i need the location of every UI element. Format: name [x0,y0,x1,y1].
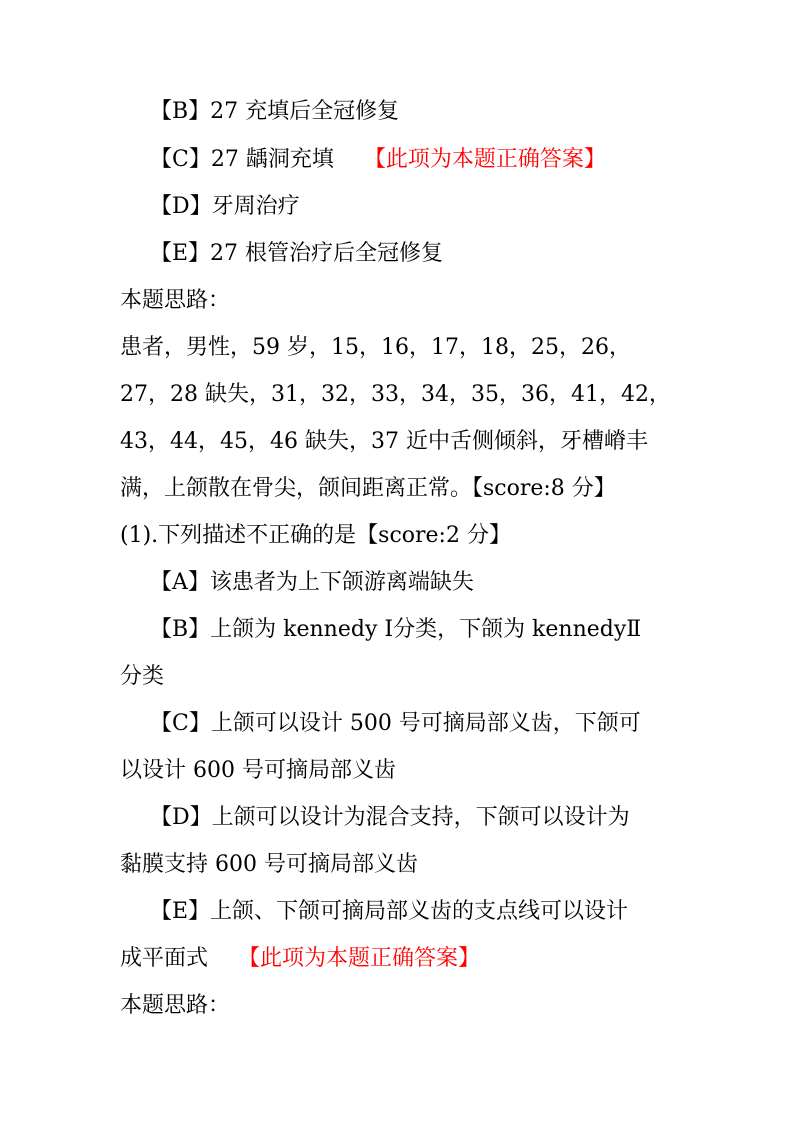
option-c-prev: 【C】27 龋洞充填 【此项为本题正确答案】 [150,147,606,172]
case-line: 43，44，45，46 缺失，37 近中舌侧倾斜，牙槽嵴丰 [120,429,648,454]
option-b-cont: 分类 [120,664,165,689]
option-e-prev: 【E】27 根管治疗后全冠修复 [150,241,444,266]
option-b: 【B】上颌为 kennedy Ⅰ分类，下颌为 kennedyⅡ [150,617,642,642]
correct-answer-mark: 【此项为本题正确答案】 [363,147,606,172]
case-line: 27，28 缺失，31，32，33，34，35，36，41，42， [120,382,671,407]
option-b-prev: 【B】27 充填后全冠修复 [150,99,400,124]
option-d: 【D】上颌可以设计为混合支持，下颌可以设计为 [150,805,630,830]
case-line: 患者，男性，59 岁，15，16，17，18，25，26， [120,335,631,360]
sub-question-stem: (1).下列描述不正确的是【score:2 分】 [120,523,511,548]
option-d-prev: 【D】牙周治疗 [150,194,300,219]
thinking-label: 本题思路： [120,993,231,1018]
option-c-cont: 以设计 600 号可摘局部义齿 [120,758,396,783]
option-a: 【A】该患者为上下颌游离端缺失 [150,570,474,595]
option-e: 【E】上颌、下颌可摘局部义齿的支点线可以设计 [150,899,629,924]
case-line: 满，上颌散在骨尖，颌间距离正常。【score:8 分】 [120,476,616,501]
option-c: 【C】上颌可以设计 500 号可摘局部义齿，下颌可 [150,711,641,736]
option-e-cont: 成平面式 【此项为本题正确答案】 [120,946,481,971]
thinking-label-prev: 本题思路： [120,288,231,313]
option-d-cont: 黏膜支持 600 号可摘局部义齿 [120,852,418,877]
correct-answer-mark: 【此项为本题正确答案】 [238,946,481,971]
